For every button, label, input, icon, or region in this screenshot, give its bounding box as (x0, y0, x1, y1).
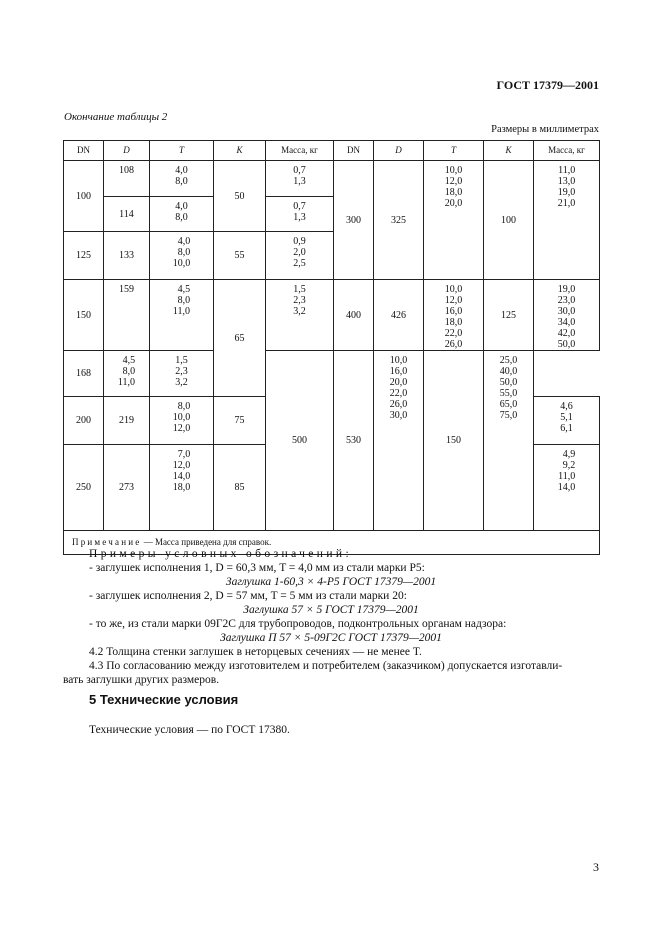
t-values (175, 201, 188, 223)
cell-dn: 500 (266, 351, 334, 531)
cell-value: 4,5 (177, 284, 191, 295)
cell-t (150, 445, 214, 531)
note-text: — Масса приведена для справок. (141, 537, 272, 547)
cell-dn: 100 (64, 161, 104, 232)
cell-value: 11,0 (117, 377, 136, 388)
cell-value: 12,0 (444, 295, 463, 306)
cell-value: 6,1 (560, 423, 573, 434)
cell-value: 0,9 (293, 236, 306, 247)
cell-value: 18,0 (444, 187, 463, 198)
cell-d: 530 (334, 351, 374, 531)
cell-value: 21,0 (557, 198, 576, 209)
cell-k: 100 (484, 161, 534, 280)
cell-value: 13,0 (557, 176, 576, 187)
cell-d: 108 (104, 161, 150, 197)
cell-value: 8,0 (177, 247, 191, 258)
cell-mass (266, 232, 334, 280)
cell-mass (266, 280, 334, 351)
header-d: D (104, 141, 150, 161)
cell-d: 159 (104, 280, 150, 351)
t-values (175, 165, 188, 187)
cell-value: 8,0 (122, 366, 136, 377)
header-mass: Масса, кг (266, 141, 334, 161)
cell-value: 19,0 (557, 187, 576, 198)
cell-value: 18,0 (444, 317, 463, 328)
cell-k: 85 (214, 445, 266, 531)
cell-value: 3,2 (293, 306, 306, 317)
cell-value: 50,0 (499, 377, 518, 388)
cell-value: 7,0 (177, 449, 191, 460)
mass-values (558, 449, 576, 493)
cell-dn: 250 (64, 445, 104, 531)
dimensions-table (63, 140, 600, 555)
cell-value: 50,0 (557, 339, 576, 350)
cell-value: 1,5 (175, 355, 188, 366)
cell-value: 30,0 (389, 410, 408, 421)
cell-t (150, 197, 214, 232)
cell-value: 42,0 (557, 328, 576, 339)
cell-mass (534, 445, 600, 531)
cell-t (150, 280, 214, 351)
t-values (390, 355, 408, 421)
cell-value: 4,0 (177, 236, 191, 247)
header-t: T (150, 141, 214, 161)
cell-mass (534, 161, 600, 280)
cell-value: 10,0 (172, 412, 191, 423)
example-2-designation: Заглушка 57 × 5 ГОСТ 17379—2001 (243, 604, 419, 616)
cell-value: 12,0 (444, 176, 463, 187)
examples-title: Примеры условных обозначений: (89, 548, 353, 560)
cell-dn: 300 (334, 161, 374, 280)
cell-value: 34,0 (557, 317, 576, 328)
cell-mass (484, 351, 534, 531)
cell-t (150, 161, 214, 197)
cell-value: 22,0 (389, 388, 408, 399)
cell-mass (266, 161, 334, 197)
cell-value: 11,0 (558, 165, 576, 176)
cell-d: 114 (104, 197, 150, 232)
example-2-text: - заглушек исполнения 2, D = 57 мм, T = 5 мм из стали марки 20: (89, 590, 407, 602)
cell-dn: 400 (334, 280, 374, 351)
cell-value: 23,0 (557, 295, 576, 306)
cell-value: 26,0 (389, 399, 408, 410)
t-values (173, 449, 191, 493)
t-values (173, 236, 191, 269)
cell-value: 0,7 (293, 165, 306, 176)
cell-value: 18,0 (172, 482, 191, 493)
cell-value: 9,2 (562, 460, 576, 471)
mass-values (293, 165, 306, 187)
cell-value: 2,0 (293, 247, 306, 258)
t-values (173, 401, 191, 434)
example-3-text: - то же, из стали марки 09Г2С для трубопроводов, подконтрольных органам надзора: (89, 618, 507, 630)
cell-t (150, 397, 214, 445)
cell-value: 2,3 (293, 295, 306, 306)
cell-value: 4,0 (175, 165, 188, 176)
cell-value: 25,0 (499, 355, 518, 366)
cell-value: 40,0 (499, 366, 518, 377)
t-values (118, 355, 135, 388)
cell-k: 150 (424, 351, 484, 531)
cell-dn: 200 (64, 397, 104, 445)
cell-k: 75 (214, 397, 266, 445)
clause-4-3-line2: вать заглушки других размеров. (63, 674, 220, 686)
cell-value: 4,0 (175, 201, 188, 212)
cell-value: 1,3 (293, 212, 306, 223)
cell-value: 16,0 (389, 366, 408, 377)
cell-k: 125 (484, 280, 534, 351)
mass-values (293, 201, 306, 223)
cell-value: 30,0 (557, 306, 576, 317)
cell-value: 16,0 (444, 306, 463, 317)
cell-value: 2,5 (293, 258, 306, 269)
header-k: K (214, 141, 266, 161)
cell-value: 20,0 (389, 377, 408, 388)
cell-mass (534, 280, 600, 351)
cell-value: 8,0 (175, 176, 188, 187)
cell-value: 10,0 (444, 284, 463, 295)
mass-values (175, 355, 188, 388)
cell-value: 4,9 (562, 449, 576, 460)
standard-header: ГОСТ 17379—2001 (496, 78, 599, 92)
cell-k: 50 (214, 161, 266, 232)
mass-values (500, 355, 518, 421)
cell-d: 219 (104, 397, 150, 445)
table-caption: Окончание таблицы 2 (64, 111, 168, 123)
cell-value: 55,0 (499, 388, 518, 399)
example-1-designation: Заглушка 1-60,3 × 4-Р5 ГОСТ 17379—2001 (225, 576, 437, 588)
cell-k: 55 (214, 232, 266, 280)
mass-values (293, 284, 306, 317)
cell-value: 20,0 (444, 198, 463, 209)
cell-d: 168 (64, 351, 104, 397)
header-d-right: D (374, 141, 424, 161)
cell-value: 5,1 (560, 412, 573, 423)
page-number: 3 (593, 860, 599, 874)
section-5-text: Технические условия — по ГОСТ 17380. (89, 724, 290, 736)
header-row (64, 141, 600, 161)
example-3-designation: Заглушка П 57 × 5-09Г2С ГОСТ 17379—2001 (220, 632, 442, 644)
cell-value: 65,0 (499, 399, 518, 410)
section-5-title: 5 Технические условия (89, 692, 239, 707)
cell-k: 65 (214, 280, 266, 397)
cell-value: 2,3 (175, 366, 188, 377)
cell-value: 10,0 (444, 165, 463, 176)
cell-mass (266, 197, 334, 232)
cell-value: 1,5 (293, 284, 306, 295)
cell-value: 0,7 (293, 201, 306, 212)
cell-value: 11,0 (558, 471, 576, 482)
cell-value: 11,0 (172, 306, 191, 317)
cell-t (424, 280, 484, 351)
table-row (64, 161, 600, 197)
clause-4-3-line1: 4.3 По согласованию между изготовителем и потребителем (заказчиком) допускается изготавли- (89, 660, 563, 672)
header-k-right: K (484, 141, 534, 161)
cell-value: 4,6 (560, 401, 573, 412)
cell-d: 133 (104, 232, 150, 280)
cell-d: 426 (374, 280, 424, 351)
t-values (445, 165, 463, 209)
cell-value: 12,0 (172, 423, 191, 434)
cell-t (374, 351, 424, 531)
mass-values (293, 236, 306, 269)
mass-values (558, 284, 576, 350)
cell-value: 8,0 (177, 295, 191, 306)
cell-value: 1,3 (293, 176, 306, 187)
t-values (173, 284, 190, 317)
cell-t (150, 232, 214, 280)
cell-dn: 150 (64, 280, 104, 351)
cell-value: 19,0 (557, 284, 576, 295)
cell-value: 12,0 (172, 460, 191, 471)
cell-value: 14,0 (172, 471, 191, 482)
cell-value: 26,0 (444, 339, 463, 350)
clause-4-2: 4.2 Толщина стенки заглушек в неторцевых сечениях — не менее T. (89, 646, 422, 658)
cell-value: 10,0 (389, 355, 408, 366)
cell-value: 10,0 (172, 258, 191, 269)
header-dn-right: DN (334, 141, 374, 161)
cell-mass (150, 351, 214, 397)
cell-value: 14,0 (557, 482, 576, 493)
cell-t (104, 351, 150, 397)
cell-d: 325 (374, 161, 424, 280)
cell-value: 8,0 (175, 212, 188, 223)
units-label: Размеры в миллиметрах (491, 124, 599, 135)
cell-value: 22,0 (444, 328, 463, 339)
header-dn: DN (64, 141, 104, 161)
cell-t (424, 161, 484, 280)
mass-values (560, 401, 573, 434)
example-1-text: - заглушек исполнения 1, D = 60,3 мм, T = 4,0 мм из стали марки Р5: (89, 562, 425, 574)
t-values (445, 284, 463, 350)
cell-d: 273 (104, 445, 150, 531)
cell-mass (534, 397, 600, 445)
note-label: Примечание (72, 537, 142, 547)
table-row (64, 351, 600, 397)
cell-value: 75,0 (499, 410, 518, 421)
header-mass-right: Масса, кг (534, 141, 600, 161)
cell-dn: 125 (64, 232, 104, 280)
mass-values (558, 165, 576, 209)
header-t-right: T (424, 141, 484, 161)
table-row (64, 280, 600, 308)
cell-value: 8,0 (177, 401, 191, 412)
cell-value: 4,5 (122, 355, 136, 366)
cell-value: 3,2 (175, 377, 188, 388)
